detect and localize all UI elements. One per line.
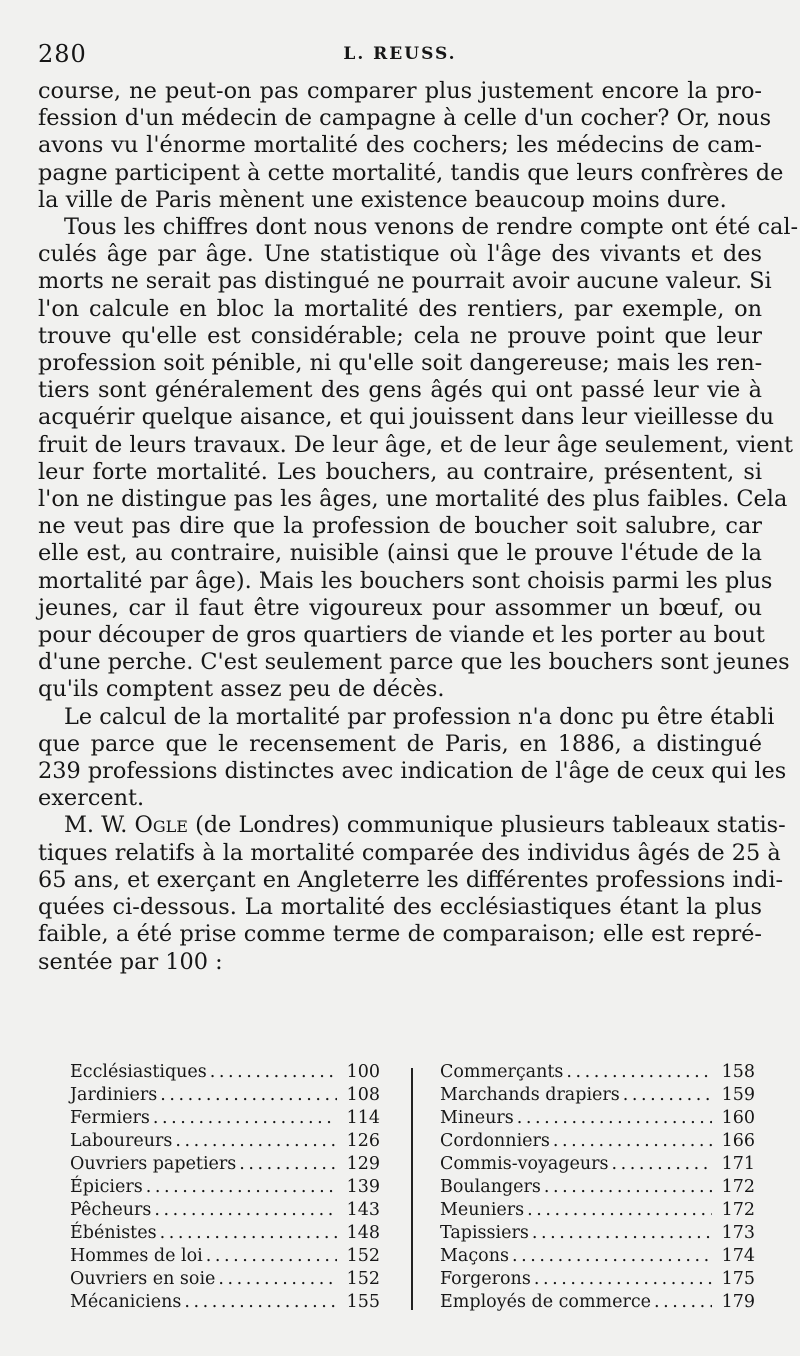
text-line: d'une perche. C'est seulement parce que les bouchers sont jeunes <box>38 649 790 676</box>
mortality-value: 108 <box>346 1085 380 1105</box>
profession-name: Meuniers <box>440 1200 525 1220</box>
text-line: leur forte mortalité. Les bouchers, au contraire, présentent, si <box>38 458 762 485</box>
running-head: L. REUSS. <box>343 44 457 64</box>
leader-dots <box>175 1131 337 1151</box>
mortality-value: 173 <box>721 1223 755 1243</box>
profession-name: Ouvriers en soie <box>70 1269 216 1289</box>
profession-name: Ecclésiastiques <box>70 1062 207 1082</box>
leader-dots <box>239 1154 337 1174</box>
text-line: morts ne serait pas distingué ne pourrait avoir aucune valeur. Si <box>38 268 772 295</box>
table-row <box>440 1223 755 1246</box>
table-row <box>70 1177 380 1200</box>
text-line: culés âge par âge. Une statistique où l'âge des vivants et des <box>38 241 762 268</box>
leader-dots <box>544 1177 712 1197</box>
mortality-value: 143 <box>346 1200 380 1220</box>
line-rest: (de Londres) communique plusieurs tableaux statis- <box>187 812 786 839</box>
mortality-value: 152 <box>346 1246 380 1266</box>
leader-dots <box>532 1223 712 1243</box>
table-row <box>440 1177 755 1200</box>
profession-name: Commerçants <box>440 1062 564 1082</box>
text-line: Tous les chiffres dont nous venons de rendre compte ont été cal- <box>64 214 799 241</box>
profession-name: Épiciers <box>70 1177 143 1197</box>
table-row <box>70 1200 380 1223</box>
mortality-value: 148 <box>346 1223 380 1243</box>
leader-dots <box>153 1108 337 1128</box>
mortality-value: 179 <box>721 1292 755 1312</box>
table-row <box>440 1292 755 1315</box>
text-line: que parce que le recensement de Paris, en 1886, a distingué <box>38 730 762 757</box>
mortality-value: 160 <box>721 1108 755 1128</box>
profession-name: Mineurs <box>440 1108 514 1128</box>
profession-name: Jardiniers <box>70 1085 158 1105</box>
table-row <box>70 1062 380 1085</box>
leader-dots <box>566 1062 712 1082</box>
table-row <box>70 1131 380 1154</box>
mortality-value: 100 <box>346 1062 380 1082</box>
text-line: quées ci-dessous. La mortalité des ecclésiastiques étant la plus <box>38 894 762 921</box>
text-line: sentée par 100 : <box>38 948 223 975</box>
mortality-value: 139 <box>346 1177 380 1197</box>
text-line <box>38 812 786 839</box>
profession-name: Ébénistes <box>70 1223 157 1243</box>
text-line: Le calcul de la mortalité par profession n'a donc pu être établi <box>64 703 775 730</box>
text-line: qu'ils comptent assez peu de décès. <box>38 676 445 703</box>
text-line: fruit de leurs travaux. De leur âge, et de leur âge seulement, vient <box>38 431 793 458</box>
table-row <box>440 1108 755 1131</box>
text-line: l'on calcule en bloc la mortalité des rentiers, par exemple, on <box>38 295 762 322</box>
text-line: tiers sont généralement des gens âgés qui ont passé leur vie à <box>38 377 762 404</box>
text-line: avons vu l'énorme mortalité des cochers; les médecins de cam- <box>38 132 762 159</box>
table-row <box>70 1154 380 1177</box>
table-column-left <box>70 1062 380 1315</box>
table-row <box>440 1269 755 1292</box>
mortality-value: 159 <box>721 1085 755 1105</box>
leader-dots <box>553 1131 712 1151</box>
text-line: tiques relatifs à la mortalité comparée des individus âgés de 25 à <box>38 839 781 866</box>
text-line: trouve qu'elle est considérable; cela ne prouve point que leur <box>38 322 762 349</box>
leader-dots <box>160 1223 337 1243</box>
profession-name: Forgerons <box>440 1269 531 1289</box>
mortality-value: 152 <box>346 1269 380 1289</box>
profession-name: Pêcheurs <box>70 1200 152 1220</box>
text-line: acquérir quelque aisance, et qui jouissent dans leur vieillesse du <box>38 404 775 431</box>
table-row <box>70 1269 380 1292</box>
leader-dots <box>623 1085 712 1105</box>
mortality-value: 126 <box>346 1131 380 1151</box>
text-line: 239 professions distinctes avec indication de l'âge de ceux qui les <box>38 758 787 785</box>
text-line: pagne participent à cette mortalité, tandis que leurs confrères de <box>38 159 784 186</box>
text-line: profession soit pénible, ni qu'elle soit dangereuse; mais les ren- <box>38 350 763 377</box>
table-row <box>70 1223 380 1246</box>
leader-dots <box>210 1062 337 1082</box>
table-row <box>440 1085 755 1108</box>
mortality-value: 155 <box>346 1292 380 1312</box>
table-column-right <box>440 1062 755 1315</box>
text-line: ne veut pas dire que la profession de boucher soit salubre, car <box>38 513 762 540</box>
mortality-value: 171 <box>721 1154 755 1174</box>
profession-name: Hommes de loi <box>70 1246 203 1266</box>
text-line: la ville de Paris mènent une existence beaucoup moins dure. <box>38 186 727 213</box>
text-line: fession d'un médecin de campagne à celle d'un cocher? Or, nous <box>38 105 772 132</box>
mortality-value: 172 <box>721 1200 755 1220</box>
leader-dots <box>184 1292 337 1312</box>
profession-name: Fermiers <box>70 1108 150 1128</box>
author-name: Ogle <box>134 812 188 839</box>
leader-dots <box>517 1108 712 1128</box>
page-header <box>38 40 762 76</box>
mortality-value: 174 <box>721 1246 755 1266</box>
leader-dots <box>154 1200 337 1220</box>
mortality-value: 158 <box>721 1062 755 1082</box>
profession-name: Employés de commerce <box>440 1292 652 1312</box>
table-row <box>70 1085 380 1108</box>
text-line: elle est, au contraire, nuisible (ainsi que le prouve l'étude de la <box>38 540 762 567</box>
profession-name: Tapissiers <box>440 1223 529 1243</box>
table-row <box>70 1292 380 1315</box>
mortality-value: 175 <box>721 1269 755 1289</box>
text-line: l'on ne distingue pas les âges, une mortalité des plus faibles. Cela <box>38 486 788 513</box>
profession-name: Boulangers <box>440 1177 541 1197</box>
text-line: course, ne peut-on pas comparer plus justement encore la pro- <box>38 78 762 104</box>
author-prefix: M. W. <box>64 812 135 839</box>
table-row <box>440 1131 755 1154</box>
leader-dots <box>534 1269 712 1289</box>
profession-name: Laboureurs <box>70 1131 173 1151</box>
table-row <box>70 1108 380 1131</box>
column-divider <box>411 1068 413 1310</box>
profession-name: Mécaniciens <box>70 1292 182 1312</box>
text-line: exercent. <box>38 785 145 812</box>
text-line: 65 ans, et exerçant en Angleterre les différentes professions indi- <box>38 866 784 893</box>
mortality-value: 166 <box>721 1131 755 1151</box>
profession-name: Ouvriers papetiers <box>70 1154 237 1174</box>
leader-dots <box>512 1246 712 1266</box>
text-line: pour découper de gros quartiers de viande et les porter au bout <box>38 622 765 649</box>
table-row <box>440 1246 755 1269</box>
mortality-table <box>70 1062 760 1312</box>
mortality-value: 172 <box>721 1177 755 1197</box>
body-text <box>38 78 799 976</box>
leader-dots <box>146 1177 337 1197</box>
profession-name: Maçons <box>440 1246 509 1266</box>
leader-dots <box>218 1269 337 1289</box>
mortality-value: 114 <box>346 1108 380 1128</box>
leader-dots <box>612 1154 712 1174</box>
profession-name: Commis-voyageurs <box>440 1154 609 1174</box>
text-line: jeunes, car il faut être vigoureux pour assommer un bœuf, ou <box>38 594 762 621</box>
mortality-value: 129 <box>346 1154 380 1174</box>
text-line: faible, a été prise comme terme de comparaison; elle est repré- <box>38 921 762 948</box>
text-line: mortalité par âge). Mais les bouchers sont choisis parmi les plus <box>38 567 773 594</box>
table-row <box>440 1062 755 1085</box>
page-number: 280 <box>38 40 87 68</box>
profession-name: Marchands drapiers <box>440 1085 620 1105</box>
table-row <box>70 1246 380 1269</box>
table-row <box>440 1200 755 1223</box>
leader-dots <box>527 1200 712 1220</box>
leader-dots <box>160 1085 337 1105</box>
leader-dots <box>206 1246 337 1266</box>
table-row <box>440 1154 755 1177</box>
leader-dots <box>654 1292 712 1312</box>
profession-name: Cordonniers <box>440 1131 550 1151</box>
